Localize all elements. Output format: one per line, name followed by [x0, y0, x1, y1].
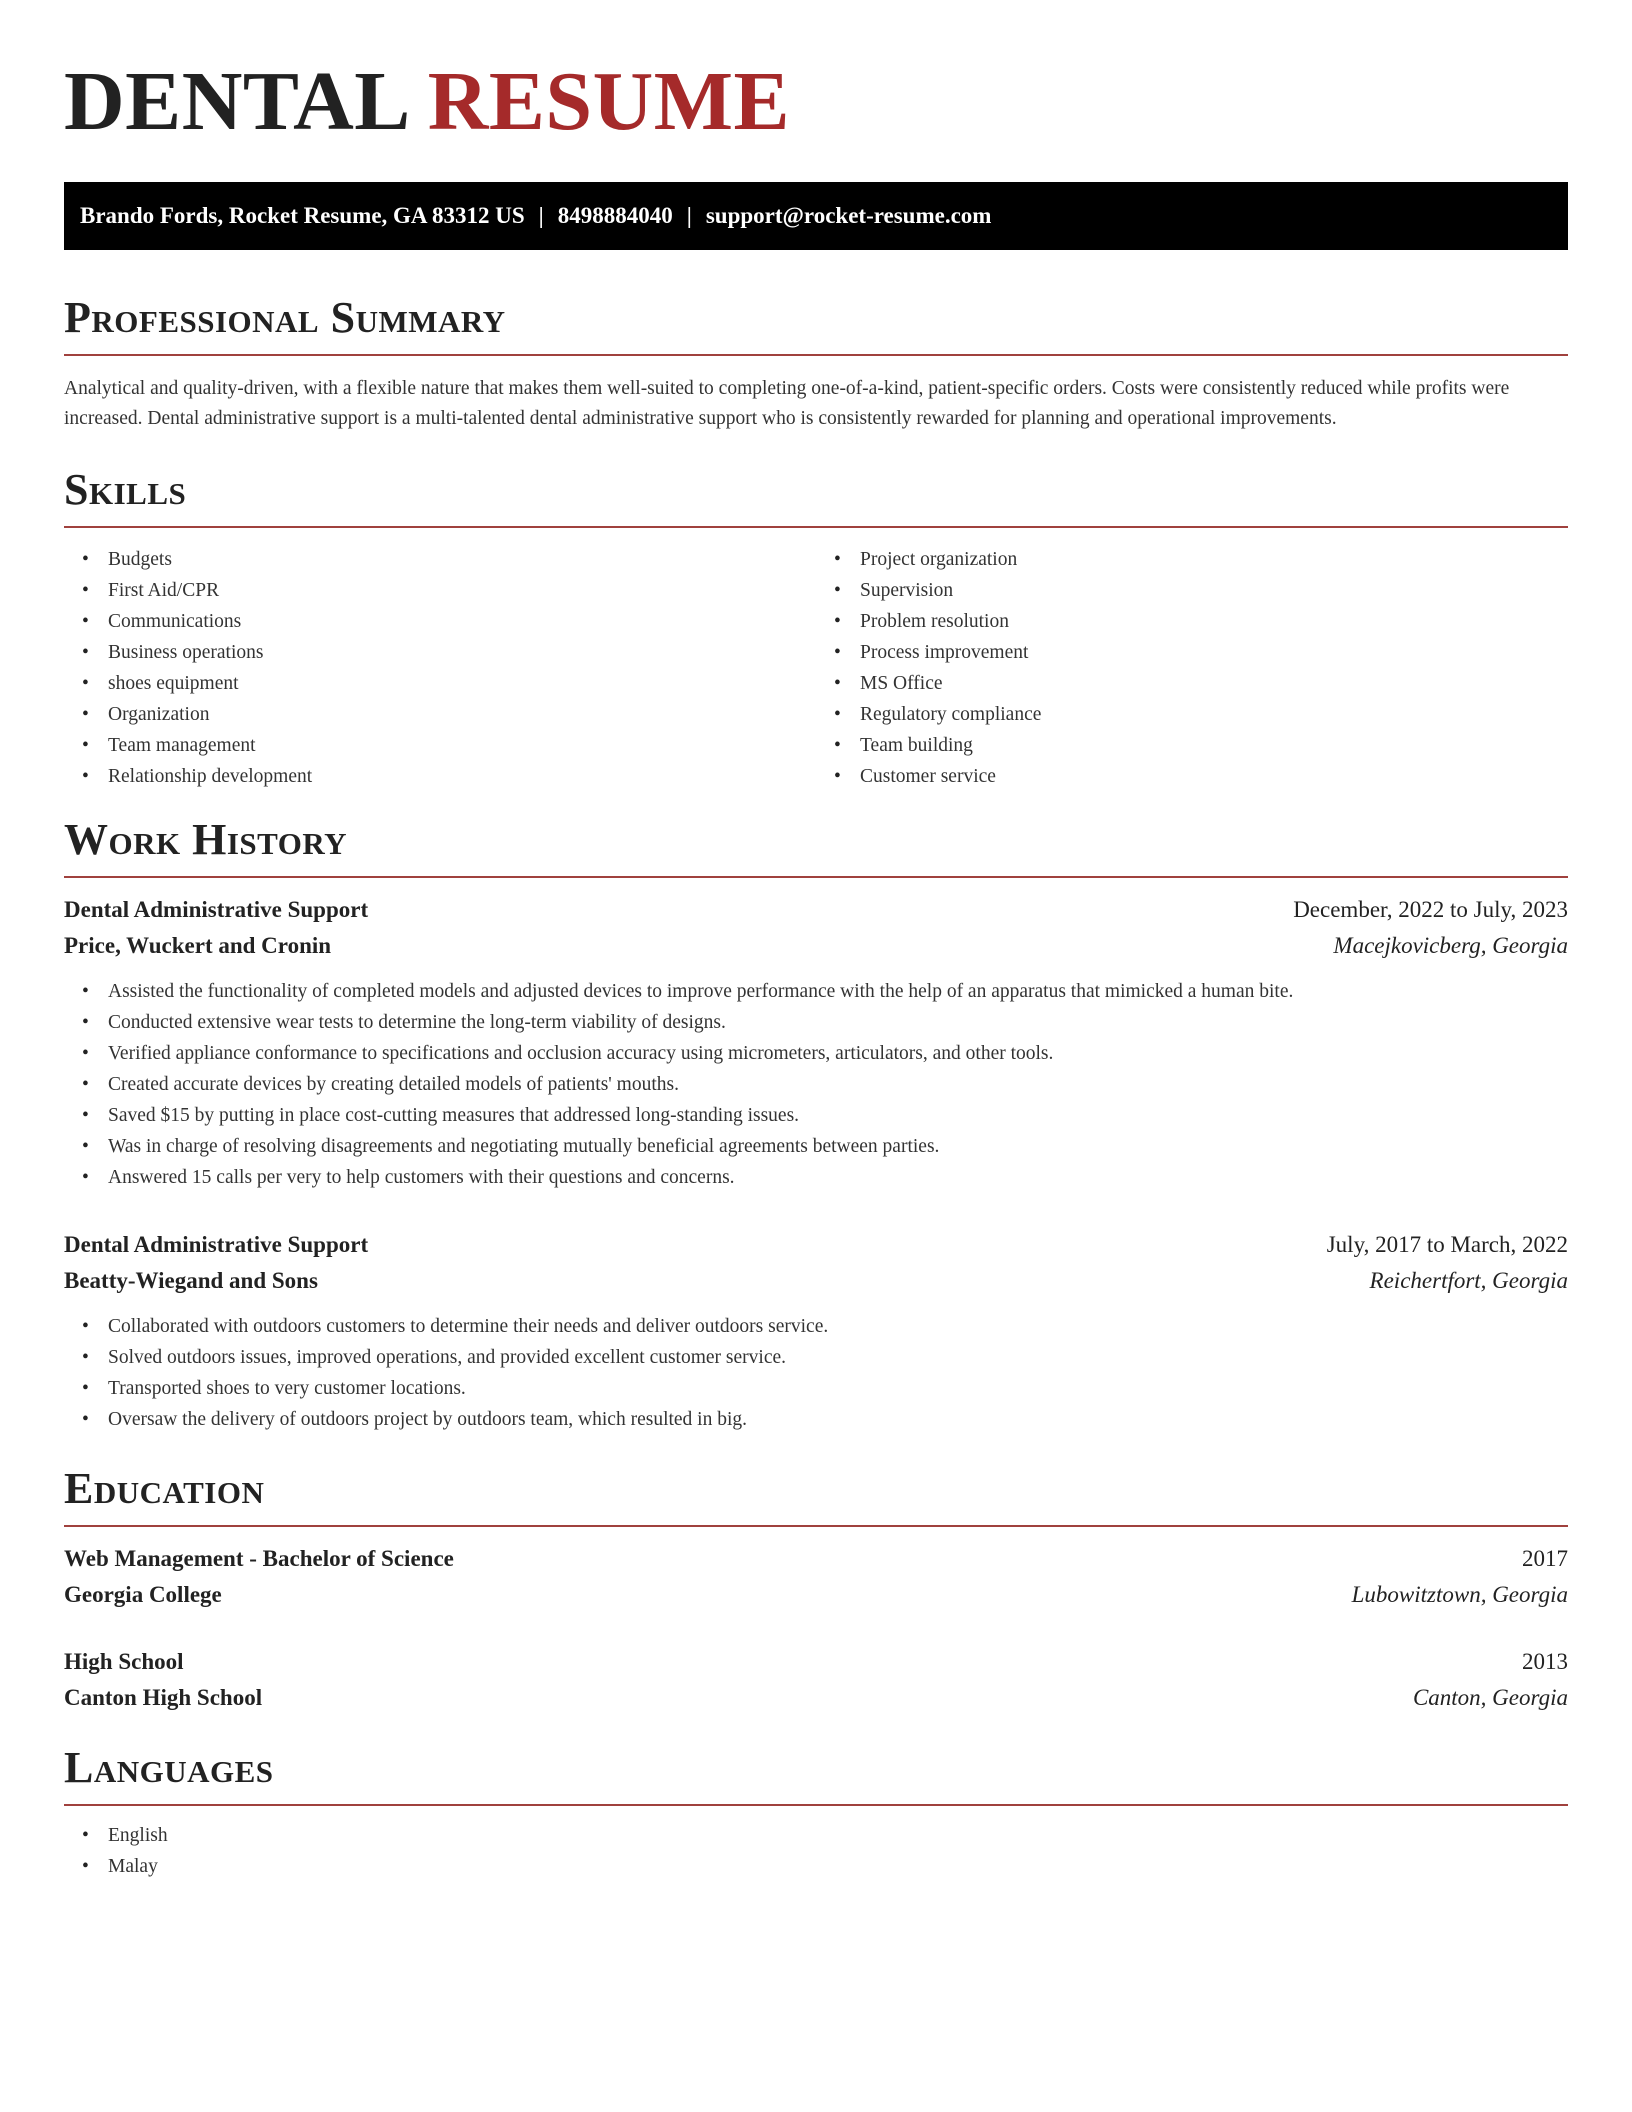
contact-phone: 8498884040: [557, 203, 673, 228]
job-duty-item: • Saved $15 by putting in place cost-cutting measures that addressed long-standing issues.: [64, 1100, 1568, 1131]
job-duty-item: • Verified appliance conformance to specifications and occlusion accuracy using micrometers, articulators, and other tools.: [64, 1038, 1568, 1069]
section-heading-languages: Languages: [64, 1743, 274, 1792]
education-year: 2017: [1522, 1546, 1568, 1571]
skill-item: • Supervision: [816, 575, 1568, 606]
skill-item: • Organization: [64, 699, 816, 730]
education-year: 2013: [1522, 1649, 1568, 1674]
skill-item: • Budgets: [64, 544, 816, 575]
section-divider: [64, 1804, 1568, 1806]
skills-section: [64, 464, 1568, 792]
skill-item: • Business operations: [64, 637, 816, 668]
job-company: Beatty-Wiegand and Sons: [64, 1268, 318, 1293]
skills-list-right: [816, 544, 1568, 792]
skill-item: • Customer service: [816, 761, 1568, 792]
education-entry: [64, 1541, 1568, 1613]
section-heading-summary: Professional Summary: [64, 293, 506, 342]
skills-list-left: [64, 544, 816, 792]
job-duties-list: [64, 976, 1568, 1193]
summary-section: [64, 292, 1568, 434]
resume-title: [64, 0, 1568, 152]
section-divider: [64, 526, 1568, 528]
job-title-row: [64, 1227, 1568, 1263]
education-entry: [64, 1644, 1568, 1716]
title-part-dental: DENTAL: [64, 55, 407, 148]
summary-text: Analytical and quality-driven, with a flexible nature that makes them well-suited to completing one-of-a-kind, patient-specific orders. Costs were consistently reduced while profits were increased. Dental administrative support is a multi-talented dental administrative support who is consistently rewarded for planning and operational improvements.: [64, 378, 1510, 429]
skill-item: • First Aid/CPR: [64, 575, 816, 606]
education-location: Canton, Georgia: [1412, 1685, 1568, 1710]
job-company-row: [64, 928, 1568, 964]
skill-item: • Relationship development: [64, 761, 816, 792]
job-company: Price, Wuckert and Cronin: [64, 933, 332, 958]
skill-item: • Problem resolution: [816, 606, 1568, 637]
job-duty-item: • Oversaw the delivery of outdoors project by outdoors team, which resulted in big.: [64, 1404, 1568, 1435]
job-location: Macejkovicberg, Georgia: [1333, 933, 1568, 958]
contact-separator: |: [538, 203, 544, 228]
section-heading-skills: Skills: [64, 465, 187, 514]
skill-item: • MS Office: [816, 668, 1568, 699]
skill-item: • Project organization: [816, 544, 1568, 575]
language-item: • Malay: [64, 1851, 1568, 1882]
job-duty-item: • Transported shoes to very customer locations.: [64, 1373, 1568, 1404]
skill-item: • shoes equipment: [64, 668, 816, 699]
job-duty-item: • Assisted the functionality of completed models and adjusted devices to improve performance with the help of an apparatus that mimicked a human bite.: [64, 976, 1568, 1007]
job-dates: December, 2022 to July, 2023: [1293, 897, 1568, 922]
job-duty-item: • Answered 15 calls per very to help customers with their questions and concerns.: [64, 1162, 1568, 1193]
education-school-row: [64, 1680, 1568, 1716]
title-part-resume: RESUME: [427, 55, 791, 148]
education-degree: High School: [64, 1649, 184, 1674]
education-school-row: [64, 1577, 1568, 1613]
job-duty-item: • Created accurate devices by creating detailed models of patients' mouths.: [64, 1069, 1568, 1100]
job-company-row: [64, 1263, 1568, 1299]
job-duty-item: • Conducted extensive wear tests to determine the long-term viability of designs.: [64, 1007, 1568, 1038]
section-divider: [64, 1525, 1568, 1527]
contact-email: support@rocket-resume.com: [705, 203, 992, 228]
education-degree: Web Management - Bachelor of Science: [64, 1546, 454, 1571]
skill-item: • Team management: [64, 730, 816, 761]
job-title-row: [64, 892, 1568, 928]
section-heading-education: Education: [64, 1464, 265, 1513]
skill-item: • Communications: [64, 606, 816, 637]
education-degree-row: [64, 1644, 1568, 1680]
languages-list: [64, 1820, 1568, 1882]
job-duties-list: [64, 1311, 1568, 1435]
job-location: Reichertfort, Georgia: [1369, 1268, 1568, 1293]
job-title: Dental Administrative Support: [64, 897, 369, 922]
skill-item: • Team building: [816, 730, 1568, 761]
job-duty-item: • Solved outdoors issues, improved operations, and provided excellent customer service.: [64, 1342, 1568, 1373]
education-location: Lubowitztown, Georgia: [1351, 1582, 1568, 1607]
skills-columns: [64, 544, 1568, 792]
education-section: [64, 1463, 1568, 1716]
contact-separator: |: [686, 203, 692, 228]
section-heading-work-history: Work History: [64, 815, 348, 864]
work-history-section: [64, 814, 1568, 1435]
skill-item: • Regulatory compliance: [816, 699, 1568, 730]
job-duty-item: • Collaborated with outdoors customers to determine their needs and deliver outdoors service.: [64, 1311, 1568, 1342]
skill-item: • Process improvement: [816, 637, 1568, 668]
section-divider: [64, 876, 1568, 878]
language-item: • English: [64, 1820, 1568, 1851]
education-school: Georgia College: [64, 1582, 222, 1607]
education-school: Canton High School: [64, 1685, 263, 1710]
job-duty-item: • Was in charge of resolving disagreements and negotiating mutually beneficial agreements between parties.: [64, 1131, 1568, 1162]
contact-bar: [64, 182, 1568, 250]
contact-address: Brando Fords, Rocket Resume, GA 83312 US: [80, 203, 525, 228]
job-title: Dental Administrative Support: [64, 1232, 369, 1257]
section-divider: [64, 354, 1568, 356]
job-dates: July, 2017 to March, 2022: [1326, 1232, 1568, 1257]
job-entry: [64, 1227, 1568, 1435]
languages-section: [64, 1742, 1568, 1882]
education-degree-row: [64, 1541, 1568, 1577]
job-entry: [64, 892, 1568, 1193]
